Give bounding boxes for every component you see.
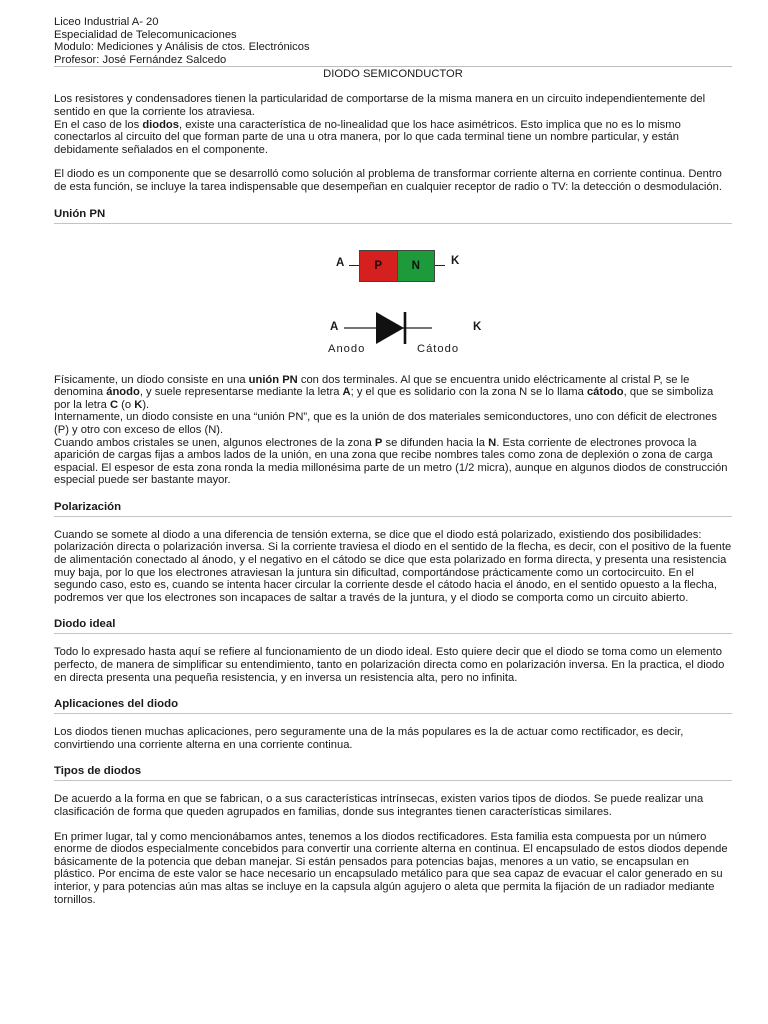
- union-pn-paragraph-2: Internamente, un diodo consiste en una “unión PN”, que es la unión de dos materiales semiconductores, uno con déficit de electrones (P) y otro con exceso de ellos (N).: [54, 411, 717, 436]
- bold-term: C: [109, 398, 119, 411]
- section-heading-union-pn: Unión PN: [54, 208, 732, 224]
- section-heading-diodo-ideal: Diodo ideal: [54, 618, 732, 634]
- bold-term: A: [342, 386, 351, 399]
- bold-term: unión PN: [248, 373, 298, 386]
- bold-term: ánodo: [106, 386, 140, 399]
- pn-wire-right: [435, 265, 445, 266]
- intro-paragraph-3: El diodo es un componente que se desarrolló como solución al problema de transformar corriente alterna en corriente continua. Dentro de esta función, se incluye la tarea indispensable que desempeñan en cualquier receptor de radio o TV: la detección o desmodulación.: [54, 168, 722, 193]
- text-run: (o: [118, 398, 135, 411]
- tipos-paragraph-1: De acuerdo a la forma en que se fabrican, o a sus características intrínsecas, existen varios tipos de diodos. Se puede realizar una clasificación de forma que queden agrupados en familias, donde sus integrantes tienen características similares.: [54, 793, 704, 818]
- diode-symbol-icon: [344, 311, 440, 345]
- pn-label-k: K: [451, 254, 460, 267]
- section-heading-aplicaciones: Aplicaciones del diodo: [54, 698, 732, 714]
- bold-term: K: [134, 398, 143, 411]
- polarizacion-paragraph: Cuando se somete al diodo a una diferencia de tensión externa, se dice que el diodo está polarizado, existiendo dos posibilidades: polarización directa o polarización inversa. Si la corriente traviesa el diodo en el sentido de la flecha, es decir, con el positivo de la fuente de alimentación conectado al ánodo, y el negativo en el cátodo se dice que esta polarizado en forma directa, y presenta una resistencia muy baja, por lo que los electrones atraviesan la juntura sin dificultad, comportándose prácticamente como un cortocircuito. En el segundo caso, esto es, cuando se intenta hacer circular la corriente desde el cátodo hacia el ánodo, en el sentido opuesto a la flecha, podremos ver que los electrones son incapaces de saltar a través de la juntura, y el diodo se comporta como un circuito abierto.: [54, 528, 732, 604]
- intro-paragraph-1: Los resistores y condensadores tienen la particularidad de comportarse de la misma manera en un circuito independientemente del sentido en que la corriente los atraviesa.: [54, 93, 706, 118]
- header-school: Liceo Industrial A- 20: [54, 16, 159, 28]
- bold-term: P: [374, 436, 383, 449]
- pn-label-a: A: [336, 256, 345, 269]
- anodo-label: Anodo: [328, 342, 366, 355]
- n-region: N: [397, 251, 435, 281]
- symbol-label-a: A: [330, 320, 339, 333]
- text-run: , y suele representarse mediante la letra: [139, 386, 343, 399]
- text-run: ).: [142, 398, 150, 411]
- union-pn-paragraph-1: [54, 374, 732, 412]
- bold-term: N: [488, 436, 497, 449]
- catodo-label: Cátodo: [417, 342, 460, 355]
- header-teacher: Profesor: José Fernández Salcedo: [54, 53, 227, 66]
- text-run: Físicamente, un diodo consiste en una: [54, 373, 249, 386]
- bold-term-diodos: diodos: [142, 118, 179, 131]
- aplicaciones-paragraph: Los diodos tienen muchas aplicaciones, pero seguramente una de la más populares es la de actuar como rectificador, es decir, convirtiendo una corriente alterna en una corriente continua.: [54, 726, 684, 751]
- section-heading-polarizacion: Polarización: [54, 501, 732, 517]
- tipos-paragraph-2: En primer lugar, tal y como mencionábamos antes, tenemos a los diodos rectificadores. Esta familia esta compuesta por un número enorme de diodos especialmente concebidos para convertir una corriente alterna en continua. El encapsulado de estos diodos depende básicamente de la potencia que deban manejar. Si están pensados para potencias bajas, menores a un vatio, se encapsulan en plástico. Por encima de este valor se hace necesario un encapsulado metálico para que sea capaz de evacuar el calor generado en su interior, y para potencias aún mas altas se incluye en la capsula algún agujero o aleta que permita la fijación de un radiador mediante tornillos.: [54, 830, 728, 906]
- text-run: Cuando ambos cristales se unen, algunos electrones de la zona: [54, 436, 375, 449]
- document-header: [54, 16, 732, 66]
- text-run: ; y el que es solidario con la zona N se lo llama: [350, 386, 587, 399]
- header-module: Modulo: Mediciones y Análisis de ctos. Electrónicos: [54, 41, 310, 54]
- text-run: . Esta corriente de electrones provoca la aparición de cargas fijas a ambos lados de la unión, en una zona que recibe nombres tales como zona de deplexión o zona de carga espacial. El espesor de esta zona ronda la media millonésima parte de un metro (1/2 micra), aunque en algunos diodos de construcción especial puede ser bastante mayor.: [54, 436, 728, 487]
- p-region: P: [360, 251, 397, 281]
- text-run: , que se simboliza por la letra: [54, 386, 714, 411]
- union-pn-paragraph-3: [54, 437, 732, 487]
- text-run: En el caso de los: [54, 118, 143, 131]
- diodo-ideal-paragraph: Todo lo expresado hasta aquí se refiere al funcionamiento de un diodo ideal. Esto quiere decir que el diodo se toma como un elemento perfecto, de manera de simplificar su entendimiento, tanto en polarización directa como en polarización inversa. En la practica, el diodo en directa presenta una pequeña resistencia, y en inversa un resistencia alta, pero no infinita.: [54, 646, 725, 684]
- section-heading-tipos: Tipos de diodos: [54, 765, 732, 781]
- pn-junction-diagram: [54, 224, 732, 374]
- pn-junction-block: [359, 250, 435, 282]
- text-run: con dos terminales. Al que se encuentra unido eléctricamente al cristal P, se le denomina: [54, 373, 690, 399]
- symbol-label-k: K: [473, 320, 482, 333]
- document-page: [54, 16, 732, 906]
- bold-term: cátodo: [586, 386, 624, 399]
- intro-paragraph-2: [54, 119, 732, 157]
- text-run: , existe una característica de no-linealidad que los hace asimétricos. Esto implica que no es lo mismo conectarlos al circuito del que forman parte de una u otra manera, por lo que cada terminal tiene un nombre particular, y están debidamente señalados en el componente.: [54, 118, 681, 156]
- pn-wire-left: [349, 265, 359, 266]
- text-run: se difunden hacia la: [382, 436, 489, 449]
- page-title: DIODO SEMICONDUCTOR: [54, 66, 732, 81]
- header-specialty: Especialidad de Telecomunicaciones: [54, 28, 237, 41]
